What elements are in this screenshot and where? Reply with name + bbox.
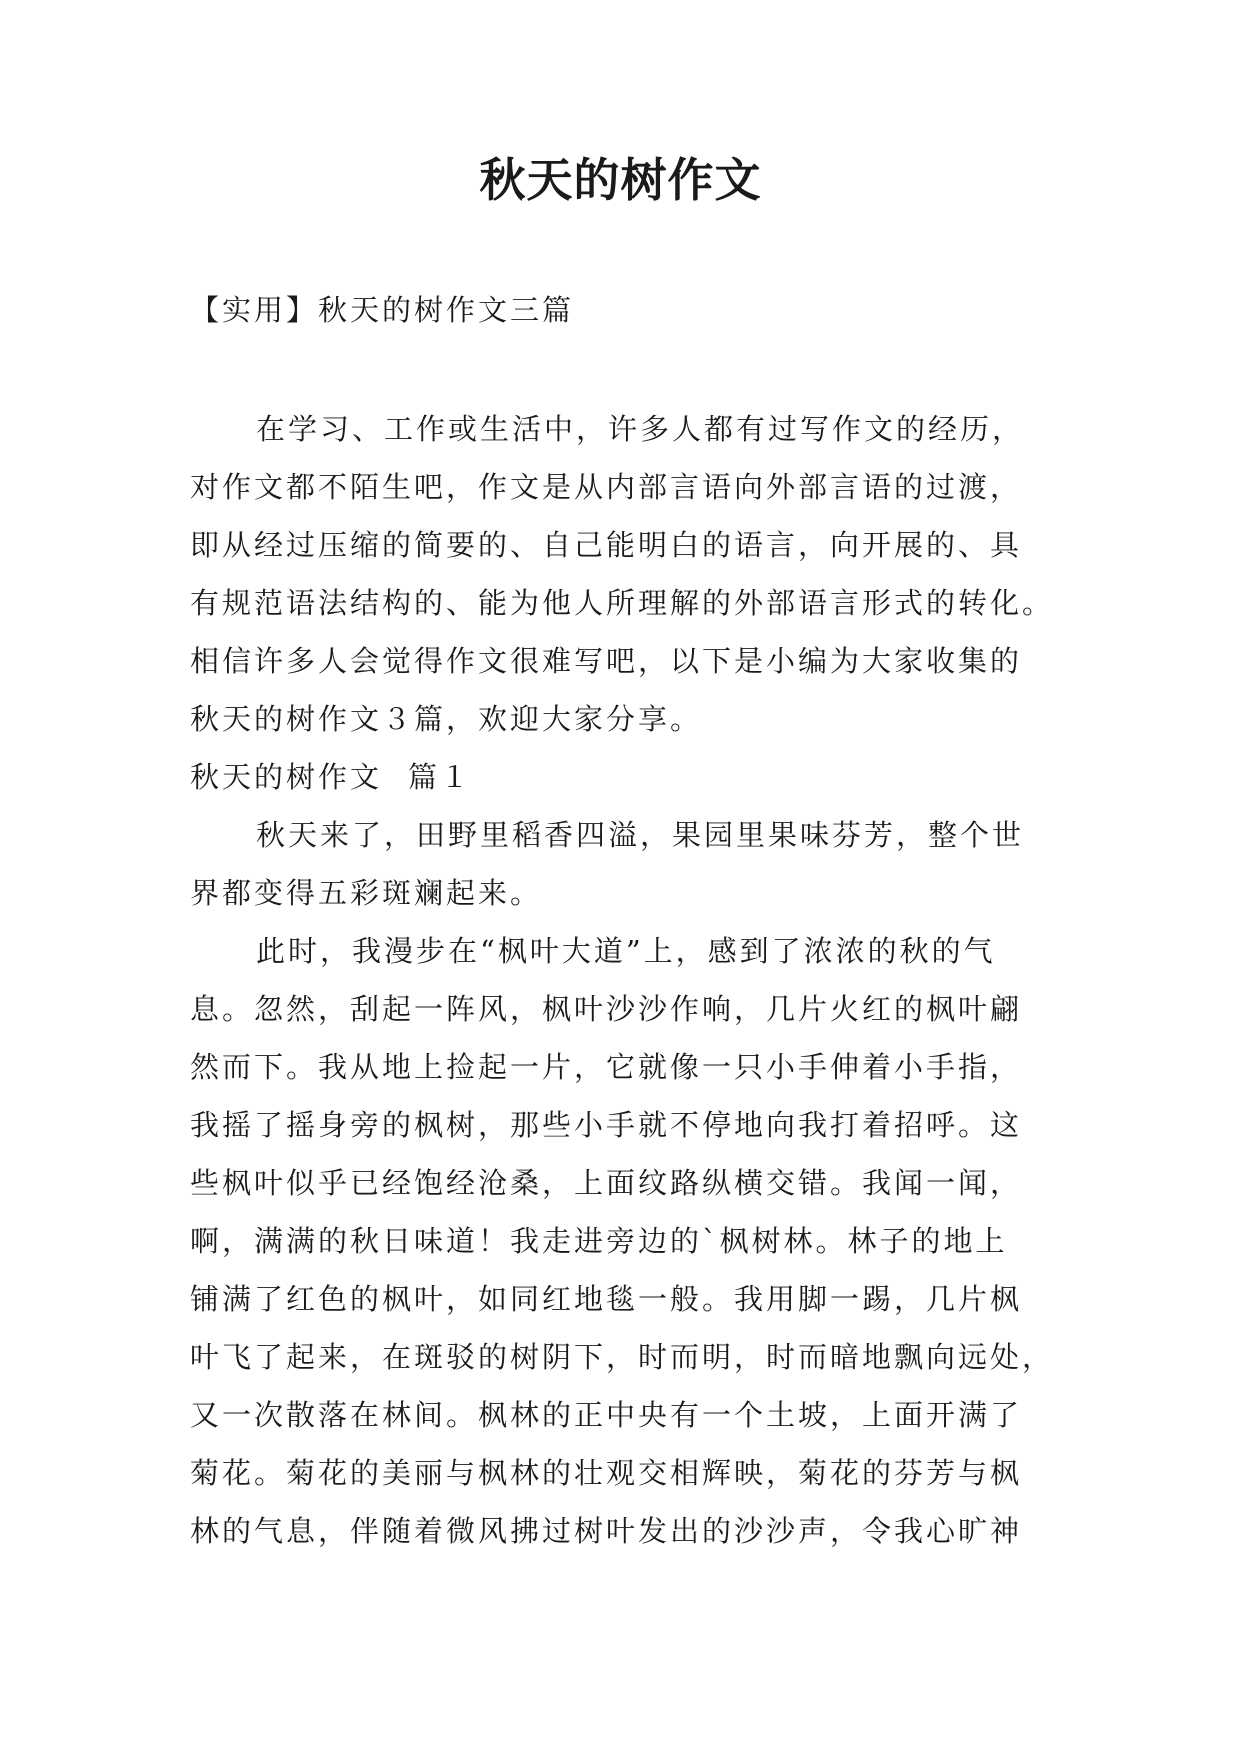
section-heading-text: 秋天的树作文	[190, 760, 383, 794]
section1-paragraph2	[190, 922, 1070, 1560]
paragraph-line: 界都变得五彩斑斓起来。	[190, 876, 543, 910]
intro-paragraph	[190, 400, 1070, 748]
intro-line: 相信许多人会觉得作文很难写吧，以下是小编为大家收集的	[190, 644, 1023, 678]
paragraph-line: 我摇了摇身旁的枫树，那些小手就不停地向我打着招呼。这	[190, 1108, 1023, 1142]
document-title: 秋天的树作文	[479, 153, 762, 207]
paragraph-line: 些枫叶似乎已经饱经沧桑，上面纹路纵横交错。我闻一闻，	[190, 1166, 1023, 1200]
paragraph-line: 息。忽然，刮起一阵风，枫叶沙沙作响，几片火红的枫叶翩	[190, 992, 1023, 1026]
paragraph-line: 啊，满满的秋日味道！我走进旁边的`枫树林。林子的地上	[190, 1224, 1008, 1258]
section-heading-line	[190, 748, 1070, 806]
paragraph-line: 此时，我漫步在“枫叶大道”上，感到了浓浓的秋的气	[256, 934, 996, 968]
intro-line: 在学习、工作或生活中，许多人都有过写作文的经历，	[256, 412, 1025, 446]
section-heading-number: 篇１	[408, 760, 473, 794]
document-subtitle: 【实用】秋天的树作文三篇	[190, 293, 575, 327]
paragraph-line: 林的气息，伴随着微风拂过树叶发出的沙沙声，令我心旷神	[190, 1514, 1023, 1548]
paragraph-line: 又一次散落在林间。枫林的正中央有一个土坡，上面开满了	[190, 1398, 1023, 1432]
intro-line: 秋天的树作文３篇，欢迎大家分享。	[190, 702, 703, 736]
section1-paragraph1	[190, 806, 1070, 922]
paragraph-line: 铺满了红色的枫叶，如同红地毯一般。我用脚一踢，几片枫	[190, 1282, 1023, 1316]
intro-line: 对作文都不陌生吧，作文是从内部言语向外部言语的过渡，	[190, 470, 1023, 504]
paragraph-line: 菊花。菊花的美丽与枫林的壮观交相辉映，菊花的芬芳与枫	[190, 1456, 1023, 1490]
section-heading	[190, 748, 1070, 806]
paragraph-line: 然而下。我从地上捡起一片，它就像一只小手伸着小手指，	[190, 1050, 1023, 1084]
intro-line: 有规范语法结构的、能为他人所理解的外部语言形式的转化。	[190, 586, 1055, 620]
paragraph-line: 叶飞了起来，在斑驳的树阴下，时而明，时而暗地飘向远处，	[190, 1340, 1055, 1374]
intro-line: 即从经过压缩的简要的、自己能明白的语言，向开展的、具	[190, 528, 1023, 562]
paragraph-line: 秋天来了，田野里稻香四溢，果园里果味芬芳，整个世	[256, 818, 1025, 852]
